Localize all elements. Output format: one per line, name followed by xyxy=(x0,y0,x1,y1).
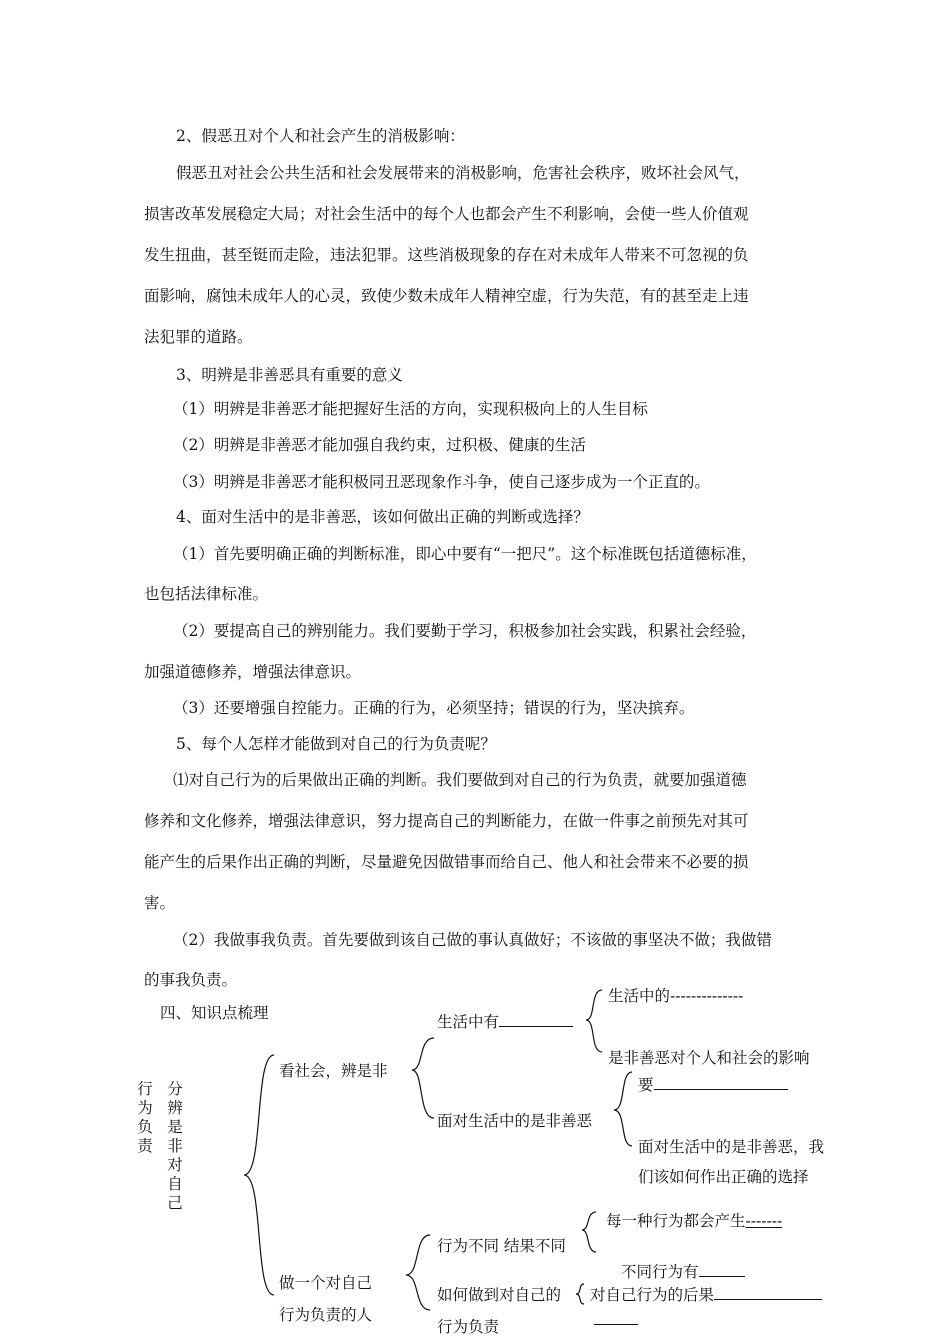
outline-node-a1b: 是非善恶对个人和社会的影响 xyxy=(608,1049,810,1067)
paragraph-line: （3）还要增强自控能力。正确的行为，必须坚持；错误的行为，坚决摈弃。 xyxy=(173,699,695,717)
brace-b1 xyxy=(582,1212,596,1252)
section-3-heading: 3、明辨是非善恶具有重要的意义 xyxy=(176,366,403,384)
outline-root-left: 行为负责 xyxy=(137,1080,153,1155)
list-item: （3）明辨是非善恶才能积极同丑恶现象作斗争，使自己逐步成为一个正直的。 xyxy=(173,473,710,491)
brace-a2 xyxy=(614,1072,632,1146)
outline-node-a2a-label: 要 xyxy=(638,1076,654,1094)
paragraph-line: 害。 xyxy=(144,894,176,912)
outline-node-b2-line2: 行为负责 xyxy=(437,1318,500,1336)
paragraph-line: （2）要提高自己的辨别能力。我们要勤于学习，积极参加社会实践，积累社会经验， xyxy=(173,622,757,640)
outline-node-b1b-label: 不同行为有 xyxy=(621,1263,699,1281)
list-item: （2）明辨是非善恶才能加强自我约束，过积极、健康的生活 xyxy=(173,436,586,454)
outline-node-a2: 面对生活中的是非善恶 xyxy=(437,1112,593,1130)
outline-node-b2a-label: 对自己行为的后果 xyxy=(590,1286,715,1304)
section-5-heading: 5、每个人怎样才能做到对自己的行为负责呢？ xyxy=(176,735,496,753)
paragraph-line: ⑴对自己行为的后果做出正确的判断。我们要做到对自己的行为负责，就要加强道德 xyxy=(173,771,747,789)
outline-node-a1a-label: 生活中的 xyxy=(608,987,671,1005)
paragraph-line: （2）我做事我负责。首先要做到该自己做的事认真做好；不该做的事坚决不做；我做错 xyxy=(173,931,772,949)
outline-root-right: 分辨是非对自己 xyxy=(167,1080,183,1212)
brace-main xyxy=(244,1055,274,1295)
blank-line xyxy=(714,1285,822,1300)
paragraph-line: 加强道德修养，增强法律意识。 xyxy=(144,663,362,681)
paragraph-line: 能产生的后果作出正确的判断，尽量避免因做错事而给自己、他人和社会带来不必要的损 xyxy=(144,853,749,871)
paragraph-line: 面影响，腐蚀未成年人的心灵，致使少数未成年人精神空虚，行为失范，有的甚至走上违 xyxy=(144,287,749,305)
outline-node-b2a xyxy=(590,1285,822,1305)
paragraph-line: 假恶丑对社会公共生活和社会发展带来的消极影响，危害社会秩序，败坏社会风气， xyxy=(176,164,750,182)
paragraph-line: 修养和文化修养，增强法律意识，努力提高自己的判断能力，在做一件事之前预先对其可 xyxy=(144,812,749,830)
outline-node-a1 xyxy=(437,1012,573,1032)
outline-node-a1-label: 生活中有 xyxy=(437,1013,500,1031)
paragraph-line: （1）首先要明确正确的判断标准，即心中要有“一把尺”。这个标准既包括道德标准， xyxy=(173,545,757,563)
outline-node-b1a xyxy=(606,1211,782,1231)
blank-line xyxy=(499,1012,573,1027)
outline-node-a1a xyxy=(608,986,743,1006)
brace-a1 xyxy=(586,990,602,1052)
paragraph-line: 也包括法律标准。 xyxy=(144,585,269,603)
blank-line xyxy=(654,1075,788,1090)
blank-dashes: -------------- xyxy=(670,987,744,1005)
outline-node-b1a-label: 每一种行为都会产生 xyxy=(606,1212,746,1230)
brace-b xyxy=(406,1235,430,1310)
outline-node-a2a xyxy=(638,1075,788,1095)
brace-a xyxy=(412,1038,434,1118)
paragraph-line: 发生扭曲，甚至铤而走险，违法犯罪。这些消极现象的存在对未成年人带来不可忽视的负 xyxy=(144,246,749,264)
blank-line xyxy=(699,1262,745,1277)
blank-dashes: ------- xyxy=(745,1212,783,1230)
outline-node-a2b-line2: 们该如何作出正确的选择 xyxy=(638,1168,809,1186)
outline-node-b-line1: 做一个对自己 xyxy=(279,1274,373,1292)
paragraph-line: 损害改革发展稳定大局；对社会生活中的每个人也都会产生不利影响，会使一些人价值观 xyxy=(144,205,749,223)
list-item: （1）明辨是非善恶才能把握好生活的方向，实现积极向上的人生目标 xyxy=(173,400,648,418)
section-2-heading: 2、假恶丑对个人和社会产生的消极影响： xyxy=(176,127,465,145)
outline-node-b-line2: 行为负责的人 xyxy=(279,1306,373,1324)
outline-node-b1b xyxy=(621,1262,745,1282)
outline-node-a2b-line1: 面对生活中的是非善恶，我 xyxy=(638,1138,825,1156)
outline-node-b2-line1: 如何做到对自己的 xyxy=(437,1286,562,1304)
section-4-heading: 4、面对生活中的是非善恶，该如何做出正确的判断或选择？ xyxy=(176,508,589,526)
blank-line xyxy=(594,1324,638,1325)
outline-node-a: 看社会，辨是非 xyxy=(279,1062,388,1080)
brace-b2 xyxy=(576,1284,584,1304)
paragraph-line: 的事我负责。 xyxy=(144,971,238,989)
paragraph-line: 法犯罪的道路。 xyxy=(144,328,253,346)
outline-node-b1: 行为不同 结果不同 xyxy=(437,1237,566,1255)
outline-heading: 四、知识点梳理 xyxy=(160,1004,269,1022)
